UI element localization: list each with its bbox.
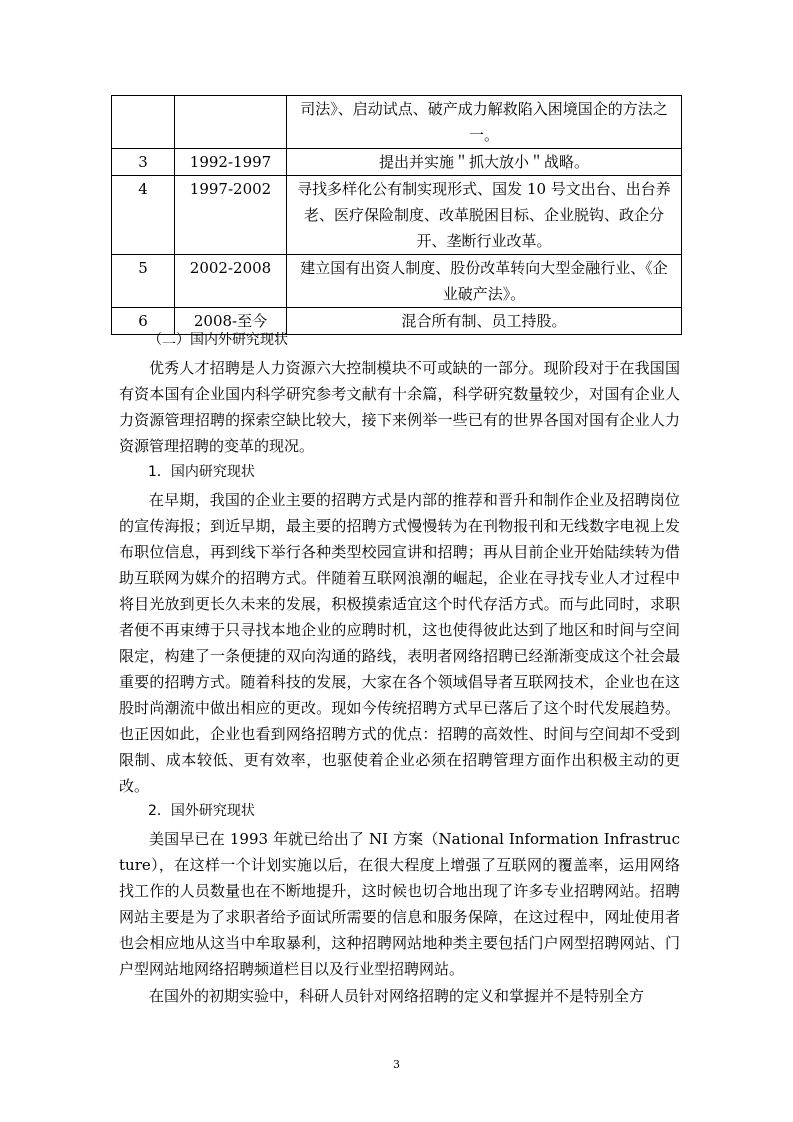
foreign-research-heading: 2．国外研究现状 xyxy=(148,803,255,819)
year-range-cell: 2002-2008 xyxy=(175,255,287,308)
reform-measures-cell: 寻找多样化公有制实现形式、国发 10 号文出台、出台养老、医疗保险制度、改革脱困目标、企业脱钩、政企分开、垄断行业改革。 xyxy=(287,176,682,255)
domestic-research-heading: 1．国内研究现状 xyxy=(148,464,255,480)
page-number: 3 xyxy=(393,1058,400,1071)
year-range-cell xyxy=(175,96,287,149)
reform-measures-cell: 提出并实施＂抓大放小＂战略。 xyxy=(287,149,682,176)
table-row xyxy=(112,255,682,308)
year-range-cell: 1992-1997 xyxy=(175,149,287,176)
table-row xyxy=(112,149,682,176)
year-range-cell: 1997-2002 xyxy=(175,176,287,255)
row-number-cell xyxy=(112,96,175,149)
domestic-research-paragraph: 在早期，我国的企业主要的招聘方式是内部的推荐和晋升和制作企业及招聘岗位的宣传海报；到近早期，最主要的招聘方式慢慢转为在刊物报刊和无线数字电视上发布职位信息，再到线下举行各种类型校园宣讲和招聘；再从目前企业开始陆续转为借助互联网为媒介的招聘方式。伴随着互联网浪潮的崛起，企业在寻找专业人才过程中将目光放到更长久未来的发展，积极摸索适宜这个时代存活方式。而与此同时，求职者便不再束缚于只寻找本地企业的应聘时机，这也使得彼此达到了地区和时间与空间限定，构建了一条便捷的双向沟通的路线，表明者网络招聘已经渐渐变成这个社会最重要的招聘方式。随着科技的发展，大家在各个领域倡导者互联网技术，企业也在这股时尚潮流中做出相应的更改。现如今传统招聘方式早已落后了这个时代发展趋势。也正因如此，企业也看到网络招聘方式的优点：招聘的高效性、时间与空间却不受到限制、成本较低、更有效率，也驱使着企业必须在招聘管理方面作出积极主动的更改。 xyxy=(119,491,680,795)
reform-timeline-table xyxy=(111,95,682,335)
row-number-cell: 4 xyxy=(112,176,175,255)
row-number-cell: 6 xyxy=(112,308,175,335)
table-row xyxy=(112,96,682,149)
year-range-cell: 2008-至今 xyxy=(175,308,287,335)
reform-measures-cell: 混合所有制、员工持股。 xyxy=(287,308,682,335)
foreign-research-paragraph: 美国早已在 1993 年就已给出了 NI 方案（National Information Infrastructure），在这样一个计划实施以后，在很大程度上增强了互联网的覆盖率，运用网络找工作的人员数量也在不断地提升，这时候也切合地出现了许多专业招聘网站。招聘网站主要是为了求职者给予面试所需要的信息和服务保障，在这过程中，网址使用者也会相应地从这当中牟取暴利，这种招聘网站地种类主要包括门户网型招聘网站、门户型网站地网络招聘频道栏目以及行业型招聘网站。 xyxy=(119,830,680,978)
intro-paragraph: 优秀人才招聘是人力资源六大控制模块不可或缺的一部分。现阶段对于在我国国有资本国有企业国内科学研究参考文献有十余篇，科学研究数量较少，对国有企业人力资源管理招聘的探索空缺比较大，接下来例举一些已有的世界各国对国有企业人力资源管理招聘的变革的现况。 xyxy=(119,359,680,455)
table-row xyxy=(112,176,682,255)
reform-measures-cell: 建立国有出资人制度、股份改革转向大型金融行业、《企业破产法》。 xyxy=(287,255,682,308)
row-number-cell: 3 xyxy=(112,149,175,176)
reform-measures-cell: 司法》、启动试点、破产成力解救陷入困境国企的方法之一。 xyxy=(287,96,682,149)
section-heading: （二）国内外研究现状 xyxy=(148,332,288,348)
row-number-cell: 5 xyxy=(112,255,175,308)
continuing-paragraph: 在国外的初期实验中，科研人员针对网络招聘的定义和掌握并不是特别全方 xyxy=(149,987,645,1005)
